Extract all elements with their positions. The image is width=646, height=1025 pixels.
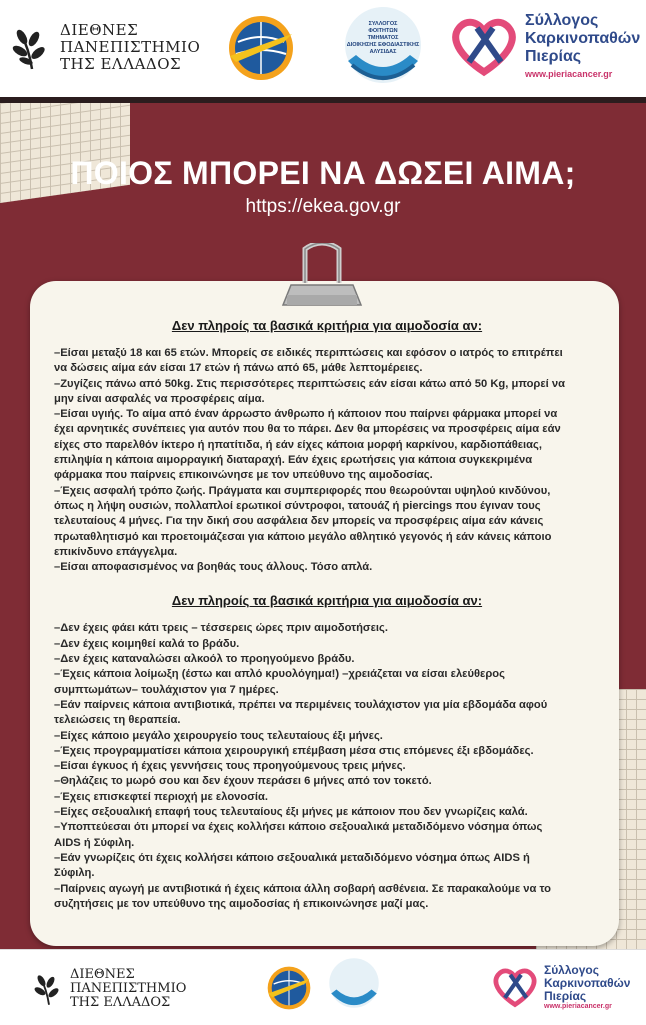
footer-globe-logo <box>263 964 315 1016</box>
university-line-1: ΔΙΕΘΝΕΣ <box>60 21 139 39</box>
list-item: επικίνδυνο επάγγελμα. <box>54 545 178 558</box>
list-item: επιληψία η κάποια αιμορραγική διαταραχή. Εάν έχεις ερωτήσεις για κάποια συγκεκριμένα <box>54 454 533 467</box>
list-item: να δώσεις αίμα εάν είσαι 17 ετών ή πάνω από 65, μάθε λεπτομέρειες. <box>54 362 423 375</box>
list-item: –Έχεις ασφαλή τρόπο ζωής. Πράγματα και συμπεριφορές που θεωρούνται υψηλού κινδύνου, <box>54 484 551 497</box>
olive-branch-icon <box>12 25 52 71</box>
university-line-3: ΤΗΣ ΕΛΛΑΔΟΣ <box>60 55 182 73</box>
student-association-logo <box>340 5 426 91</box>
list-item: –Είσαι μεταξύ 18 και 65 ετών. Μπορείς σε ειδικές περιπτώσεις και εφόσον ο ιατρός το επιτρέπει <box>54 347 563 359</box>
student-logo-line-2: ΦΟΙΤΗΤΩΝ <box>368 28 398 34</box>
footer-cancer-association-logo <box>490 964 630 1010</box>
list-item: πρωταθλητισμό και προετοιμάζεσαι για κάποιο μεγάλο αθλητικό γεγονός ή εάν κάνεις κάποιο <box>54 530 552 543</box>
list-item: όπως η λήψη ουσιών, πολλαπλοί ερωτικοί σύντροφοι, τατουάζ ή piercings που έγιναν τους <box>54 499 541 512</box>
student-logo-line-1: ΣΥΛΛΟΓΟΣ <box>368 21 398 27</box>
section-1-list <box>54 346 600 575</box>
section-2-heading: Δεν πληροίς τα βασικά κριτήρια για αιμοδοσία αν: <box>171 593 483 609</box>
list-item: –Έχεις επισκεφτεί περιοχή με ελονοσία. <box>54 790 268 803</box>
list-item: –Ζυγίζεις πάνω από 50kg. Στις περισσότερες περιπτώσεις εάν είσαι κάτω από 50 Kg, μπορεί να <box>54 377 565 390</box>
header <box>0 0 646 97</box>
association-line-3: Πιερίας <box>525 48 582 65</box>
list-item: –Εάν παίρνεις κάποια αντιβιοτικά, πρέπει να περιμένεις τουλάχιστον για μία εβδομάδα αφού <box>54 698 548 711</box>
footer-university-line-1: ΔΙΕΘΝΕΣ <box>70 967 135 982</box>
list-item: –Είσαι υγιής. Το αίμα από έναν άρρωστο άνθρωπο ή κάποιον που παίρνει φάρμακα μπορεί να <box>54 408 558 421</box>
list-item: τελειώσεις τη θεραπεία. <box>54 714 181 727</box>
list-item: –Δεν έχεις καταναλώσει αλκοόλ το προηγούμενο βράδυ. <box>54 653 355 666</box>
footer-university-logo <box>34 968 186 1010</box>
association-line-1: Σύλλογος <box>525 12 599 29</box>
cancer-association-logo <box>447 12 640 79</box>
olive-branch-icon <box>34 971 64 1007</box>
list-item: AIDS ή Σύφιλη. <box>54 836 135 849</box>
list-item: φάρμακα που παίρνεις επικοινώνησε με τον υπεύθυνο της αιμοδοσίας. <box>54 469 433 482</box>
university-line-2: ΠΑΝΕΠΙΣΤΗΜΙΟ <box>60 38 201 56</box>
footer-university-line-3: ΤΗΣ ΕΛΛΑΔΟΣ <box>70 995 171 1010</box>
list-item: συζητήσεις με τον υπεύθυνο της αιμοδοσίας ή επικοινώνησε μαζί μας. <box>54 897 429 910</box>
list-item: –Είχες σεξουαλική επαφή τους τελευταίους έξι μήνες με κάποιον που δεν γνωρίζεις καλά. <box>54 806 528 819</box>
heart-ribbon-icon <box>447 14 521 78</box>
student-logo-line-5: ΑΛΥΣΙΔΑΣ <box>369 49 397 55</box>
footer-association-line-1: Σύλλογος <box>544 963 599 977</box>
poster-body <box>0 103 646 949</box>
source-url: https://ekea.gov.gr <box>245 196 401 217</box>
list-item: –Δεν έχεις κοιμηθεί καλά το βράδυ. <box>54 637 240 650</box>
association-line-2: Καρκινοπαθών <box>525 30 641 47</box>
page-title: ΠΟΙΟΣ ΜΠΟΡΕΙ ΝΑ ΔΩΣΕΙ ΑΙΜΑ; <box>70 155 576 191</box>
globe-logo <box>222 12 300 88</box>
list-item: μην είναι ασφαλές να προσφέρεις αίμα. <box>54 392 265 405</box>
globe-plane-icon <box>263 964 315 1012</box>
footer-association-line-3: Πιερίας <box>544 989 587 1003</box>
list-item: –Είχες κάποιο μεγάλο χειρουργείο τους τελευταίους έξι μήνες. <box>54 729 383 742</box>
binder-clip-icon <box>281 243 363 307</box>
list-item: –Δεν έχεις φάει κάτι τρεις – τέσσερεις ώρες πριν αιμοδοτήσεις. <box>54 622 388 635</box>
heart-ribbon-icon <box>490 965 540 1009</box>
list-item: έχει αρνητικές συνέπειες για αυτόν που θα το πάρει. Δεν θα μπορέσεις να προσφέρεις αίμα εάν <box>54 423 561 436</box>
student-logo-line-4: ΔΙΟΙΚΗΣΗΣ ΕΦΟΔΙΑΣΤΙΚΗΣ <box>346 42 420 48</box>
footer-association-line-2: Καρκινοπαθών <box>544 976 631 990</box>
criteria-content <box>54 318 600 912</box>
section-2-list <box>54 621 600 912</box>
list-item: –Έχεις κάποια λοίμωξη (έστω και απλό κρυολόγημα!) –χρειάζεται να είσαι ελεύθερος <box>54 668 505 681</box>
association-url: www.pieriacancer.gr <box>525 69 613 79</box>
student-logo-line-3: ΤΜΗΜΑΤΟΣ <box>367 35 399 41</box>
list-item: –Είσαι αποφασισμένος να βοηθάς τους άλλους. Τόσο απλά. <box>54 561 373 574</box>
list-item: –Παίρνεις αγωγή με αντιβιοτικά ή έχεις κάποια άλλη σοβαρή ασθένεια. Σε παρακαλούμε να το <box>54 882 551 895</box>
university-logo <box>12 22 200 73</box>
footer-university-line-2: ΠΑΝΕΠΙΣΤΗΜΙΟ <box>70 981 187 996</box>
section-1-heading: Δεν πληροίς τα βασικά κριτήρια για αιμοδοσία αν: <box>171 318 483 333</box>
list-item: –Είσαι έγκυος ή έχεις γεννήσεις τους προηγούμενους τρεις μήνες. <box>54 760 406 773</box>
list-item: τελευταίους 4 μήνες. Για την δική σου ασφάλεια δεν μπορείς να προσφέρεις αίμα εάν κάνεις <box>54 515 544 528</box>
footer-student-association-logo <box>326 957 382 1017</box>
footer <box>0 949 646 1025</box>
footer-association-url: www.pieriacancer.gr <box>544 1003 612 1010</box>
list-item: –Υποπτεύεσαι ότι μπορεί να έχεις κολλήσει κάποιο σεξουαλικά μεταδιδόμενο νόσημα όπως <box>54 821 543 834</box>
globe-plane-icon <box>222 12 300 84</box>
list-item: συμπτωμάτων– τουλάχιστον για 7 ημέρες. <box>54 683 279 696</box>
list-item: –Θηλάζεις το μωρό σου και δεν έχουν περάσει 6 μήνες από τον τοκετό. <box>54 775 432 788</box>
list-item: –Εάν γνωρίζεις ότι έχεις κολλήσει κάποιο σεξουαλικά μεταδιδόμενο νόσημα όπως AIDS ή <box>54 851 530 864</box>
hands-globe-icon <box>326 957 382 1013</box>
list-item: –Έχεις προγραμματίσει κάποια χειρουργική επέμβαση μέσα στις επόμενες έξι εβδομάδες. <box>54 744 534 757</box>
list-item: είχες στο παρελθόν ίκτερο ή ηπατίτιδα, ή εάν είχες κάποια μορφή καρκίνου, καρδιοπάθειας, <box>54 438 542 451</box>
list-item: Σύφιλη. <box>54 867 95 880</box>
